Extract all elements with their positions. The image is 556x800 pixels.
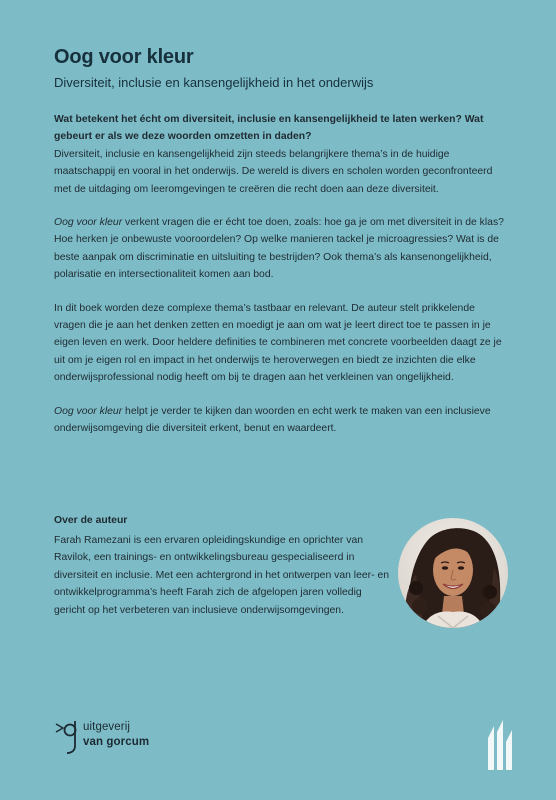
author-portrait-drawing (398, 518, 508, 628)
blurb-lead: Wat betekent het écht om diversiteit, inclusie en kansengelijkheid te laten werken? Wat gebeurt er als we deze woorden omzetten in daden? (54, 114, 484, 143)
author-bio: Farah Ramezani is een ervaren opleidingskundige en oprichter van Ravilok, een trainings- en ontwikkelingsbureau gespecialiseerd in diversiteit en inclusie. Met een achtergrond in het ontwerpen van leer- en ontwikkelprogramma’s heeft Farah zich de afgelopen jaren volledig gericht op het verbeteren van inclusieve onderwijsomgevingen. (54, 535, 390, 616)
book-title: Oog voor kleur (54, 46, 194, 68)
publisher-logo (55, 718, 175, 758)
blurb-paragraph-4 (54, 403, 506, 438)
blurb-paragraph-2 (54, 214, 506, 284)
blurb (54, 111, 506, 454)
blurb-paragraph-3: In dit boek worden deze complexe thema’s tastbaar en relevant. De auteur stelt prikkelende vragen die je aan het denken zetten en moedigt je aan om wat je leert direct toe te passen in je eigen leven en werk. Door heldere definities te combineren met concrete voorbeelden daagt ze je uit om je eigen rol en impact in het onderwijs te heroverwegen en biedt ze inzichten die elke onderwijsprofessional nodig heeft om bij te dragen aan het verkleinen van ongelijkheid. (54, 302, 502, 384)
author-heading: Over de auteur (54, 515, 128, 526)
author-portrait (398, 518, 508, 628)
publisher-logo-icon (55, 718, 81, 754)
publisher-name-line2: van gorcum (83, 736, 150, 748)
blurb-paragraph-4-text: helpt je verder te kijken dan woorden en echt werk te maken van een inclusieve onderwijsomgeving die diversiteit erkent, benut en waardeert. (54, 405, 491, 435)
publisher-name-line1: uitgeverij (83, 721, 131, 733)
rear-cover-mark-icon (486, 718, 516, 770)
blurb-paragraph-2-text: verkent vragen die er écht toe doen, zoals: hoe ga je om met diversiteit in de klas? Hoe herken je onbewuste vooroordelen? Op welke manieren tackel je microagressies? Wat is de beste aanpak om discriminatie en uitsluiting te bestrijden? Ook thema’s als kansenongelijkheid, polarisatie en intersectionaliteit komen aan bod. (54, 217, 504, 281)
blurb-paragraph-4-title: Oog voor kleur (54, 405, 123, 417)
book-subtitle: Diversiteit, inclusie en kansengelijkheid in het onderwijs (54, 75, 374, 90)
blurb-paragraph-2-title: Oog voor kleur (54, 217, 123, 229)
blurb-paragraph-1: Diversiteit, inclusie en kansengelijkheid zijn steeds belangrijkere thema’s in de huidige maatschappij en vooral in het onderwijs. De wereld is divers en scholen worden geconfronteerd met de uitdaging om leeromgevingen te creëren die recht doen aan deze diversiteit. (54, 148, 493, 195)
